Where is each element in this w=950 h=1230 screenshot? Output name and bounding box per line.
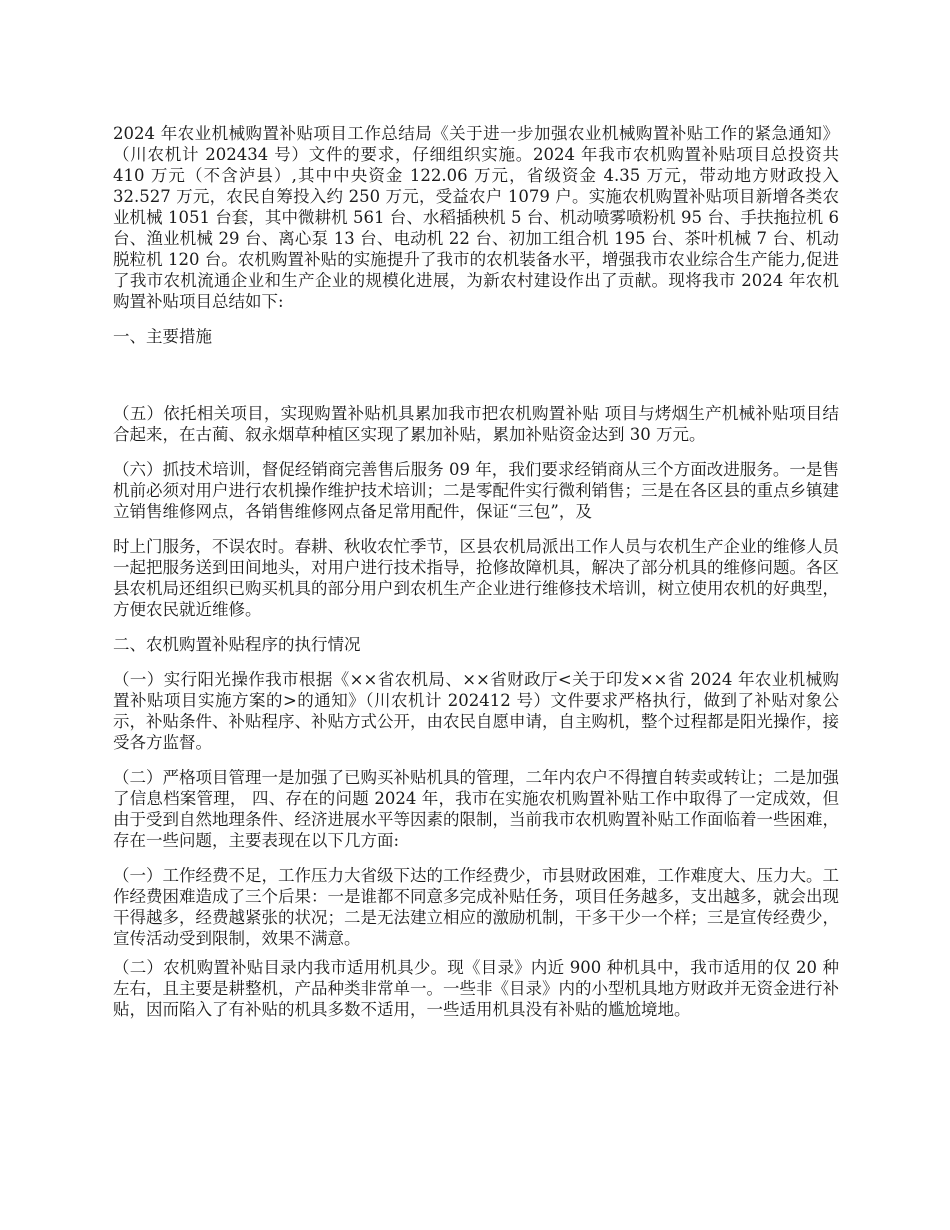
blank-gap bbox=[113, 361, 839, 403]
paragraph-problem-2: （二）农机购置补贴目录内我市适用机具少。现《目录》内近 900 种机具中，我市适用的仅 20 种左右，且主要是耕整机，产品种类非常单一。一些非《目录》内的小型机具地方财政并无资金进行补贴，因而陷入了有补贴的机具多数不适用，一些适用机具没有补贴的尴尬境地。 bbox=[113, 958, 839, 1019]
paragraph-procedure-2: （二）严格项目管理一是加强了已购买补贴机具的管理，二年内农户不得擅自转卖或转让；二是加强了信息档案管理， 四、存在的问题 2024 年，我市在实施农机购置补贴工作中取得了一定成效，但由于受到自然地理条件、经济进展水平等因素的限制，当前我市农机购置补贴工作面临着一些困难，存在一些问题，主要表现在以下几方面: bbox=[113, 768, 839, 850]
paragraph-procedure-1: （一）实行阳光操作我市根据《××省农机局、××省财政厅<关于印发××省 2024 年农业机械购置补贴项目实施方案的>的通知》（川农机计 202412 号）文件要求严格执行，做到了补贴对象公示，补贴条件、补贴程序、补贴方式公开，由农民自愿申请，自主购机，整个过程都是阳光操作，接受各方监督。 bbox=[113, 670, 839, 752]
intro-paragraph: 2024 年农业机械购置补贴项目工作总结局《关于进一步加强农业机械购置补贴工作的紧急通知》（川农机计 202434 号）文件的要求，仔细组织实施。2024 年我市农机购置补贴项目总投资共 410 万元（不含泸县）,其中中央资金 122.06 万元，省级资金 4.35 万元，带动地方财政投入 32.527 万元，农民自筹投入约 250 万元，受益农户 1079 户。实施农机购置补贴项目新增各类农业机械 1051 台套，其中微耕机 561 台、水稻插秧机 5 台、机动喷雾喷粉机 95 台、手扶拖拉机 6 台、渔业机械 29 台、离心泵 13 台、电动机 22 台、初加工组合机 195 台、茶叶机械 7 台、机动脱粒机 120 台。农机购置补贴的实施提升了我市的农机装备水平，增强我市农业综合生产能力,促进了我市农机流通企业和生产企业的规模化进展，为新农村建设作出了贡献。现将我市 2024 年农机购置补贴项目总结如下: bbox=[113, 124, 839, 311]
document-page bbox=[113, 123, 839, 1034]
section-heading-procedure: 二、农机购置补贴程序的执行情况 bbox=[113, 635, 361, 654]
paragraph-item-5: （五）依托相关项目，实现购置补贴机具累加我市把农机购置补贴 项目与烤烟生产机械补贴项目结合起来，在古蔺、叙永烟草种植区实现了累加补贴，累加补贴资金达到 30 万元。 bbox=[113, 404, 839, 444]
paragraph-item-6-continued: 时上门服务，不误农时。春耕、秋收农忙季节，区县农机局派出工作人员与农机生产企业的维修人员一起把服务送到田间地头，对用户进行技术指导，抢修故障机具，解决了部分机具的维修问题。各区县农机局还组织已购买机具的部分用户到农机生产企业进行维修技术培训，树立使用农机的好典型，方便农民就近维修。 bbox=[113, 537, 839, 619]
paragraph-problem-1: （一）工作经费不足，工作压力大省级下达的工作经费少，市县财政困难，工作难度大、压力大。工作经费困难造成了三个后果：一是谁都不同意多完成补贴任务，项目任务越多，支出越多，就会出现干得越多，经费越紧张的状况；二是无法建立相应的激励机制，干多干少一个样；三是宣传经费少，宣传活动受到限制，效果不满意。 bbox=[113, 866, 839, 948]
section-heading-main-measures: 一、主要措施 bbox=[113, 327, 212, 346]
paragraph-item-6: （六）抓技术培训，督促经销商完善售后服务 09 年，我们要求经销商从三个方面改进服务。一是售机前必须对用户进行农机操作维护技术培训；二是零配件实行微利销售；三是在各区县的重点乡镇建立销售维修网点，各销售维修网点备足常用配件，保证“三包”，及 bbox=[113, 460, 839, 521]
